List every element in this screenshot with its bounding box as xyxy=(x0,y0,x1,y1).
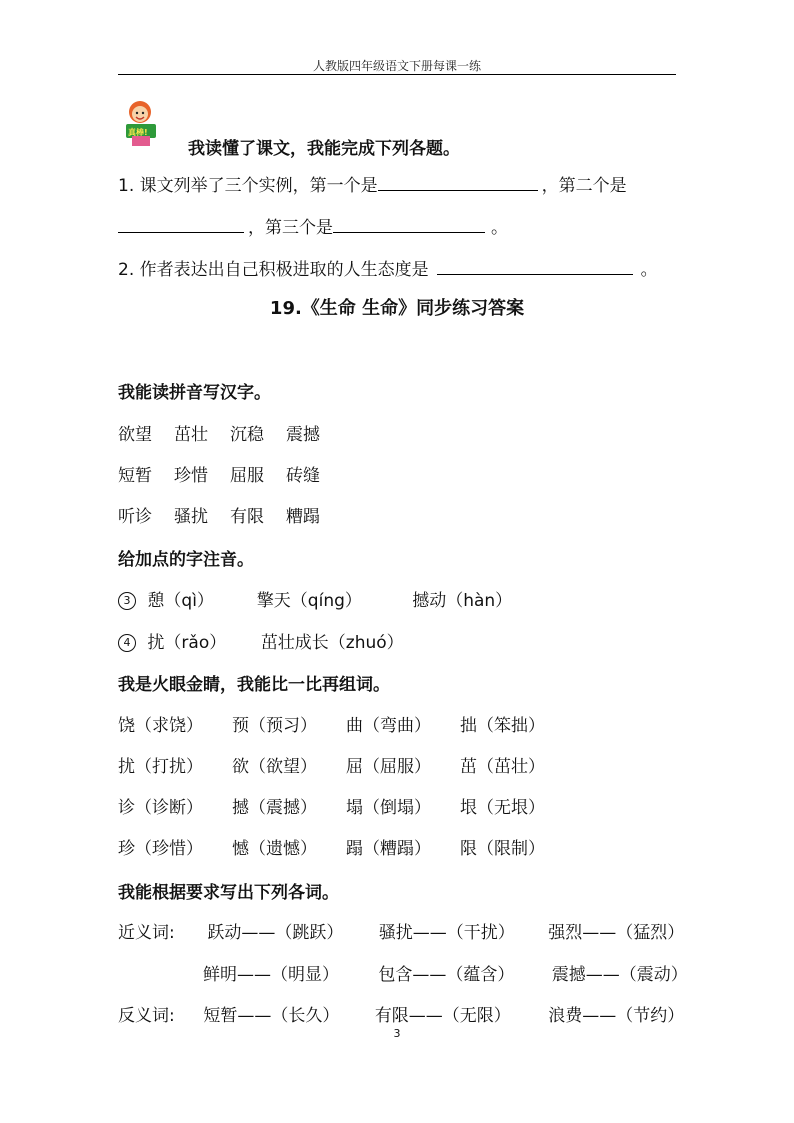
s3-word-item: 憾（遗憾） xyxy=(232,839,317,859)
q2-text: 2. 作者表达出自己积极进取的人生态度是 xyxy=(118,260,429,280)
s1-word-item: 听诊 xyxy=(118,507,152,527)
s2-item: 憩（qì） xyxy=(147,591,214,611)
mascot-badge: 真棒! xyxy=(128,128,148,137)
q1-mid1: ，第二个是 xyxy=(541,176,627,196)
s2-title: 给加点的字注音。 xyxy=(118,550,254,570)
syn-item: 包含——（蕴含） xyxy=(378,965,515,985)
s2-item: 茁壮成长（zhuó） xyxy=(260,633,404,653)
q1-end: 。 xyxy=(491,218,508,238)
syn-row-2 xyxy=(203,960,688,985)
syn-item: 震撼——（震动） xyxy=(551,965,688,985)
circled-number: 3 xyxy=(118,592,136,610)
s1-word-item: 有限 xyxy=(230,507,264,527)
q1-prefix: 1. 课文列举了三个实例，第一个是 xyxy=(118,176,378,196)
s3-word-item: 垠（无垠） xyxy=(460,798,545,818)
page-number: 3 xyxy=(393,1027,401,1040)
ant-item: 短暂——（长久） xyxy=(203,1006,340,1026)
q2-end: 。 xyxy=(640,260,658,280)
s1-word-item: 茁壮 xyxy=(174,425,208,445)
s3-word-item: 限（限制） xyxy=(460,839,545,859)
s2-item: 擎天（qíng） xyxy=(256,591,362,611)
ant-row xyxy=(118,1001,684,1026)
s3-word-row xyxy=(118,793,574,818)
s3-word-row xyxy=(118,711,574,736)
syn-row-1 xyxy=(118,918,684,943)
s1-title: 我能读拼音写汉字。 xyxy=(118,383,271,403)
syn-item: 骚扰——（干扰） xyxy=(378,923,515,943)
s1-word-row xyxy=(118,461,342,486)
s3-word-item: 拙（笨拙） xyxy=(460,716,545,736)
s3-word-item: 预（预习） xyxy=(232,716,317,736)
s3-word-item: 珍（珍惜） xyxy=(118,839,203,859)
q1-mid2: ，第三个是 xyxy=(248,218,333,238)
s1-word-item: 屈服 xyxy=(230,466,264,486)
q1-blank-1[interactable] xyxy=(378,174,538,191)
s1-word-item: 沉稳 xyxy=(230,425,264,445)
q1-line2 xyxy=(118,213,508,238)
circled-number: 4 xyxy=(118,634,136,652)
header-divider xyxy=(118,74,676,75)
syn-label: 近义词: xyxy=(118,923,175,943)
s3-word-item: 曲（弯曲） xyxy=(346,716,431,736)
s3-word-row xyxy=(118,834,574,859)
s3-word-item: 茁（茁壮） xyxy=(460,757,545,777)
mascot-icon xyxy=(118,98,168,148)
s3-word-item: 撼（震撼） xyxy=(232,798,317,818)
syn-item: 鲜明——（明显） xyxy=(203,965,339,985)
q1-line1 xyxy=(118,171,627,196)
s2-row-2 xyxy=(118,628,404,653)
syn-item: 跃动——（跳跃） xyxy=(207,923,344,943)
s1-word-row xyxy=(118,502,342,527)
s3-title: 我是火眼金睛，我能比一比再组词。 xyxy=(118,675,390,695)
s2-item: 扰（rǎo） xyxy=(147,633,227,653)
s3-word-item: 诊（诊断） xyxy=(118,798,203,818)
ant-label: 反义词: xyxy=(118,1006,175,1026)
s1-word-item: 骚扰 xyxy=(174,507,208,527)
s1-word-item: 砖缝 xyxy=(286,466,320,486)
s2-item: 撼动（hàn） xyxy=(412,591,513,611)
q1-blank-3[interactable] xyxy=(333,216,485,233)
s3-word-item: 扰（打扰） xyxy=(118,757,203,777)
s1-word-item: 短暂 xyxy=(118,466,152,486)
s3-word-row xyxy=(118,752,574,777)
q2-line xyxy=(118,255,658,280)
answers-title: 19.《生命 生命》同步练习答案 xyxy=(269,298,525,319)
s3-word-item: 塌（倒塌） xyxy=(346,798,431,818)
s4-title: 我能根据要求写出下列各词。 xyxy=(118,883,339,903)
syn-item: 强烈——（猛烈） xyxy=(548,923,685,943)
s1-word-item: 震撼 xyxy=(286,425,320,445)
s1-word-item: 欲望 xyxy=(118,425,152,445)
ant-item: 有限——（无限） xyxy=(374,1006,511,1026)
s2-row-1 xyxy=(118,586,512,611)
s3-word-item: 屈（屈服） xyxy=(346,757,431,777)
page-header: 人教版四年级语文下册每课一练 xyxy=(312,59,481,73)
s1-word-row xyxy=(118,420,342,445)
s3-word-item: 蹋（糟蹋） xyxy=(346,839,431,859)
ant-item: 浪费——（节约） xyxy=(548,1006,685,1026)
s3-word-item: 饶（求饶） xyxy=(118,716,203,736)
s1-word-item: 糟蹋 xyxy=(286,507,320,527)
q1-blank-2[interactable] xyxy=(118,216,244,233)
s3-word-item: 欲（欲望） xyxy=(232,757,317,777)
exercise-title: 我读懂了课文，我能完成下列各题。 xyxy=(188,139,460,159)
q2-blank[interactable] xyxy=(437,258,633,275)
s1-word-item: 珍惜 xyxy=(174,466,208,486)
